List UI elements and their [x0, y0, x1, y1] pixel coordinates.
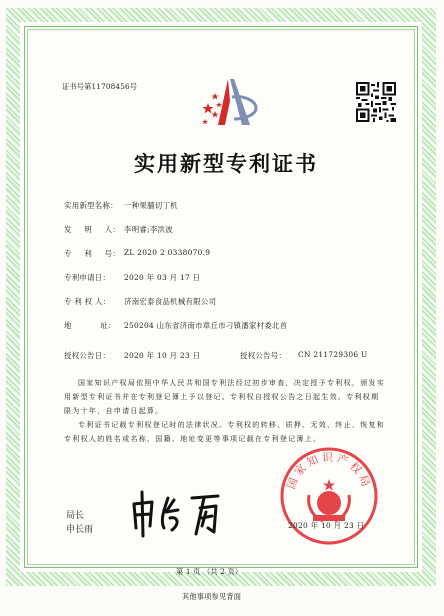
filing-date-value: 2020 年 03 月 17 日: [124, 273, 201, 282]
utility-model-name-label: 实用新型名称：: [64, 201, 118, 210]
official-red-seal: [278, 445, 380, 547]
legal-status-paragraph: 专利证书记载专利权登记时的法律状况。专利权的转移、质押、无效、终止、恢复和专利权人的姓名或名称、国籍、地址变更等事项记载在专利登记簿上。: [64, 421, 386, 443]
grant-date-value: 2020 年 10 月 23 日: [124, 351, 201, 360]
patent-number-value: ZL 2020 2 0338070.9: [124, 248, 211, 257]
grant-statement-paragraph: 国家知识产权局依照中华人民共和国专利法经过初步审查，决定授予专利权，颁发实用新型专利证书并在专利登记簿上予以登记。专利权自授权公告之日起生效。专利权期限为十年，自申请日起算。: [64, 379, 386, 415]
certificate-title: 实用新型专利证书: [134, 151, 318, 176]
seal-text: 国家知识产权局: [284, 451, 374, 491]
utility-model-name-value: 一种果脯切丁机: [124, 201, 178, 210]
address-value: 250204 山东省济南市章丘市刁镇潘家村委北首: [124, 321, 288, 330]
inventor-label: 发 明 人：: [64, 225, 121, 234]
grant-number-label: 授权公告号：: [240, 351, 287, 360]
back-note: 其他事项参见背面: [182, 592, 242, 601]
director-title: 局长: [66, 511, 85, 521]
grant-number-value: CN 211729306 U: [298, 350, 368, 359]
seal-date: 2020 年 10 月 23 日: [288, 521, 365, 530]
patentee-label: 专 利 权 人：: [64, 297, 111, 306]
qr-code: [356, 82, 396, 122]
address-label: 地 址：: [64, 321, 116, 330]
inventor-value: 李明睿;李洪波: [124, 225, 173, 234]
filing-date-label: 专利申请日：: [64, 273, 111, 282]
patent-number-label: 专 利 号：: [64, 249, 121, 258]
cnipa-emblem-icon: [198, 75, 262, 131]
patentee-value: 济南宏泰食品机械有限公司: [124, 297, 217, 306]
page-number: 第 1 页 （共 2 页）: [176, 567, 243, 576]
director-signature: [130, 488, 222, 538]
certificate-number: 证书号第11708456号: [62, 82, 138, 91]
grant-date-label: 授权公告日：: [64, 351, 111, 360]
director-name: 申长雨: [66, 525, 94, 535]
